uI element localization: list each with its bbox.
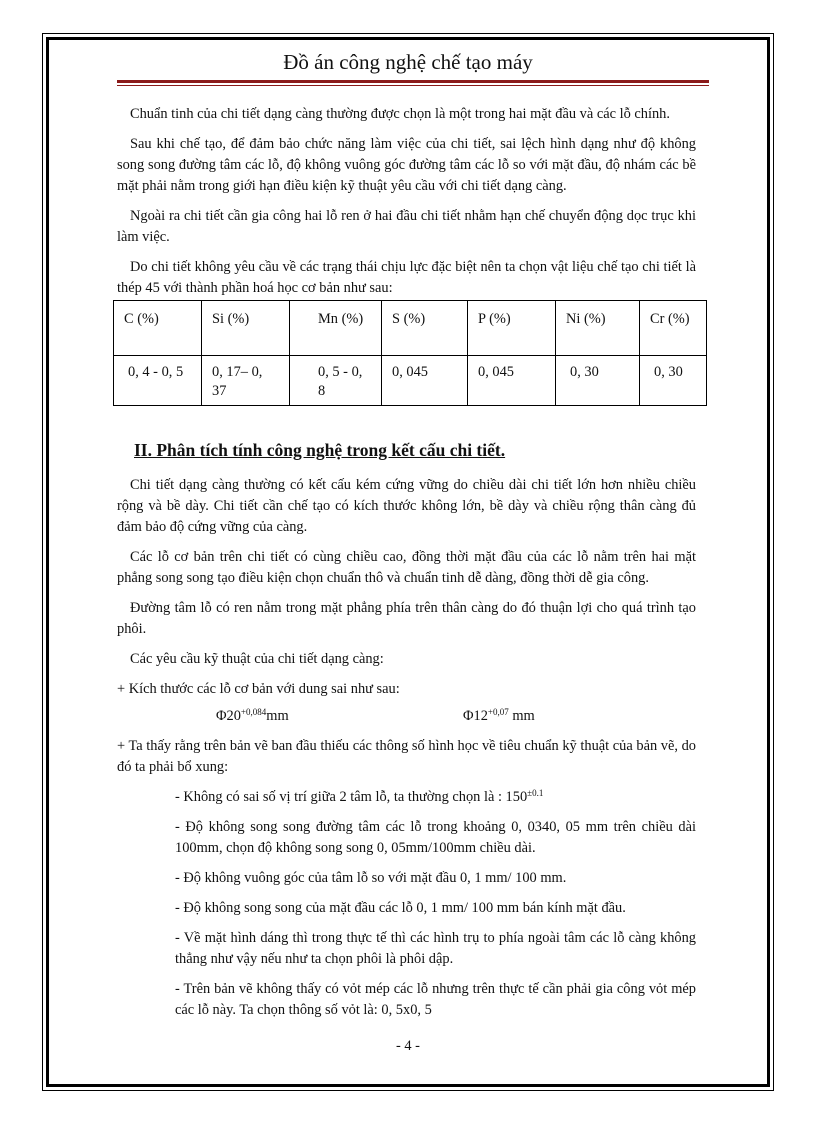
table-cell: 0, 045	[382, 356, 468, 406]
tolerance-sup: +0,07	[487, 707, 509, 717]
paragraph: + Ta thấy rằng trên bản vẽ ban đầu thiếu các thông số hình học về tiêu chuẩn kỹ thuật của bản vẽ, do đó ta phải bổ xung:	[117, 738, 696, 775]
list-item: - Độ không vuông góc của tâm lỗ so với mặt đầu 0, 1 mm/ 100 mm.	[175, 870, 567, 886]
paragraph: Ngoài ra chi tiết cần gia công hai lỗ ren ở hai đầu chi tiết nhằm hạn chế chuyển động dọc trục khi làm việc.	[117, 208, 696, 245]
header-title: Đồ án công nghệ chế tạo máy	[283, 50, 533, 74]
document-body	[117, 104, 696, 1030]
list-item	[175, 787, 696, 808]
tolerance-row	[117, 706, 696, 727]
section-heading: II. Phân tích tính công nghệ trong kết cấu chi tiết.	[134, 440, 506, 460]
table-header-cell: Ni (%)	[556, 301, 640, 356]
paragraph: Chuẩn tinh của chi tiết dạng càng thường được chọn là một trong hai mặt đầu và các lỗ chính.	[130, 106, 670, 122]
tolerance-base: Φ12	[463, 708, 488, 724]
table-cell: 0, 045	[468, 356, 556, 406]
tolerance-unit: mm	[508, 708, 535, 724]
header-rule-thick	[117, 80, 709, 83]
table-header-cell: Mn (%)	[290, 301, 382, 356]
list-item-text: - Không có sai số vị trí giữa 2 tâm lỗ, ta thường chọn là : 150	[175, 789, 528, 805]
paragraph: Các yêu cầu kỹ thuật của chi tiết dạng càng:	[130, 651, 384, 667]
paragraph: Các lỗ cơ bản trên chi tiết có cùng chiều cao, đồng thời mặt đầu của các lỗ nằm trên hai mặt phẳng song song tạo điều kiện chọn chuẩn thô và chuẩn tinh dễ dàng, đồng thời dễ gia công.	[117, 549, 696, 586]
table-header-cell: C (%)	[114, 301, 202, 356]
tolerance-d20	[216, 706, 289, 727]
tolerance-base: Φ20	[216, 708, 241, 724]
paragraph: Đường tâm lỗ có ren nằm trong mặt phẳng phía trên thân càng do đó thuận lợi cho quá trình tạo phôi.	[117, 600, 696, 637]
paragraph: Sau khi chế tạo, để đảm bảo chức năng làm việc của chi tiết, sai lệch hình dạng như độ không song song đường tâm các lỗ, độ không vuông góc đường tâm các lỗ so với mặt đầu, độ nhám các bề mặt phải nằm trong giới hạn điều kiện kỹ thuật yêu cầu với chi tiết dạng càng.	[117, 136, 696, 194]
table-row	[114, 356, 707, 406]
paragraph: Chi tiết dạng càng thường có kết cấu kém cứng vững do chiều dài chi tiết lớn hơn nhiều chiều rộng và bề dày. Chi tiết cần chế tạo có kích thước không lớn, bề dày và chiều rộng thân càng đủ đảm bảo độ cứng vững của càng.	[117, 477, 696, 535]
table-cell: 0, 30	[640, 356, 707, 406]
tolerance-sup: +0,084	[240, 707, 267, 717]
list-item: - Độ không song song của mặt đầu các lỗ 0, 1 mm/ 100 mm bán kính mặt đầu.	[175, 900, 626, 916]
table-header-row	[114, 301, 707, 356]
tolerance-unit: mm	[266, 708, 289, 724]
table-cell: 0, 17– 0, 37	[202, 356, 290, 406]
composition-table	[113, 300, 707, 406]
list-item: - Trên bản vẽ không thấy có vỏt mép các lỗ nhưng trên thực tế cần phải gia công vỏt mép các lỗ này. Ta chọn thông số vỏt là: 0, 5x0, 5	[175, 981, 696, 1018]
table-header-cell: Si (%)	[202, 301, 290, 356]
list-item-sup: ±0.1	[527, 788, 544, 798]
table-cell: 0, 4 - 0, 5	[114, 356, 202, 406]
table-cell: 0, 30	[556, 356, 640, 406]
list-item: - Độ không song song đường tâm các lỗ trong khoảng 0, 0340, 05 mm trên chiều dài 100mm, chọn độ không song song 0, 05mm/100mm chiều dài.	[175, 819, 696, 856]
paragraph: Do chi tiết không yêu cầu về các trạng thái chịu lực đặc biệt nên ta chọn vật liệu chế tạo chi tiết là thép 45 với thành phần hoá học cơ bản như sau:	[117, 259, 696, 296]
tolerance-d12	[463, 706, 535, 727]
list-item: - Về mặt hình dáng thì trong thực tế thì các hình trụ to phía ngoài tâm các lỗ càng không thẳng như vậy nếu như ta chọn phôi là phôi dập.	[175, 930, 696, 967]
table-header-cell: P (%)	[468, 301, 556, 356]
page-number: - 4 -	[396, 1038, 420, 1054]
table-header-cell: Cr (%)	[640, 301, 707, 356]
paragraph: + Kích thước các lỗ cơ bản với dung sai như sau:	[117, 681, 400, 697]
header-rule-thin	[117, 85, 709, 86]
table-cell: 0, 5 - 0, 8	[290, 356, 382, 406]
table-header-cell: S (%)	[382, 301, 468, 356]
